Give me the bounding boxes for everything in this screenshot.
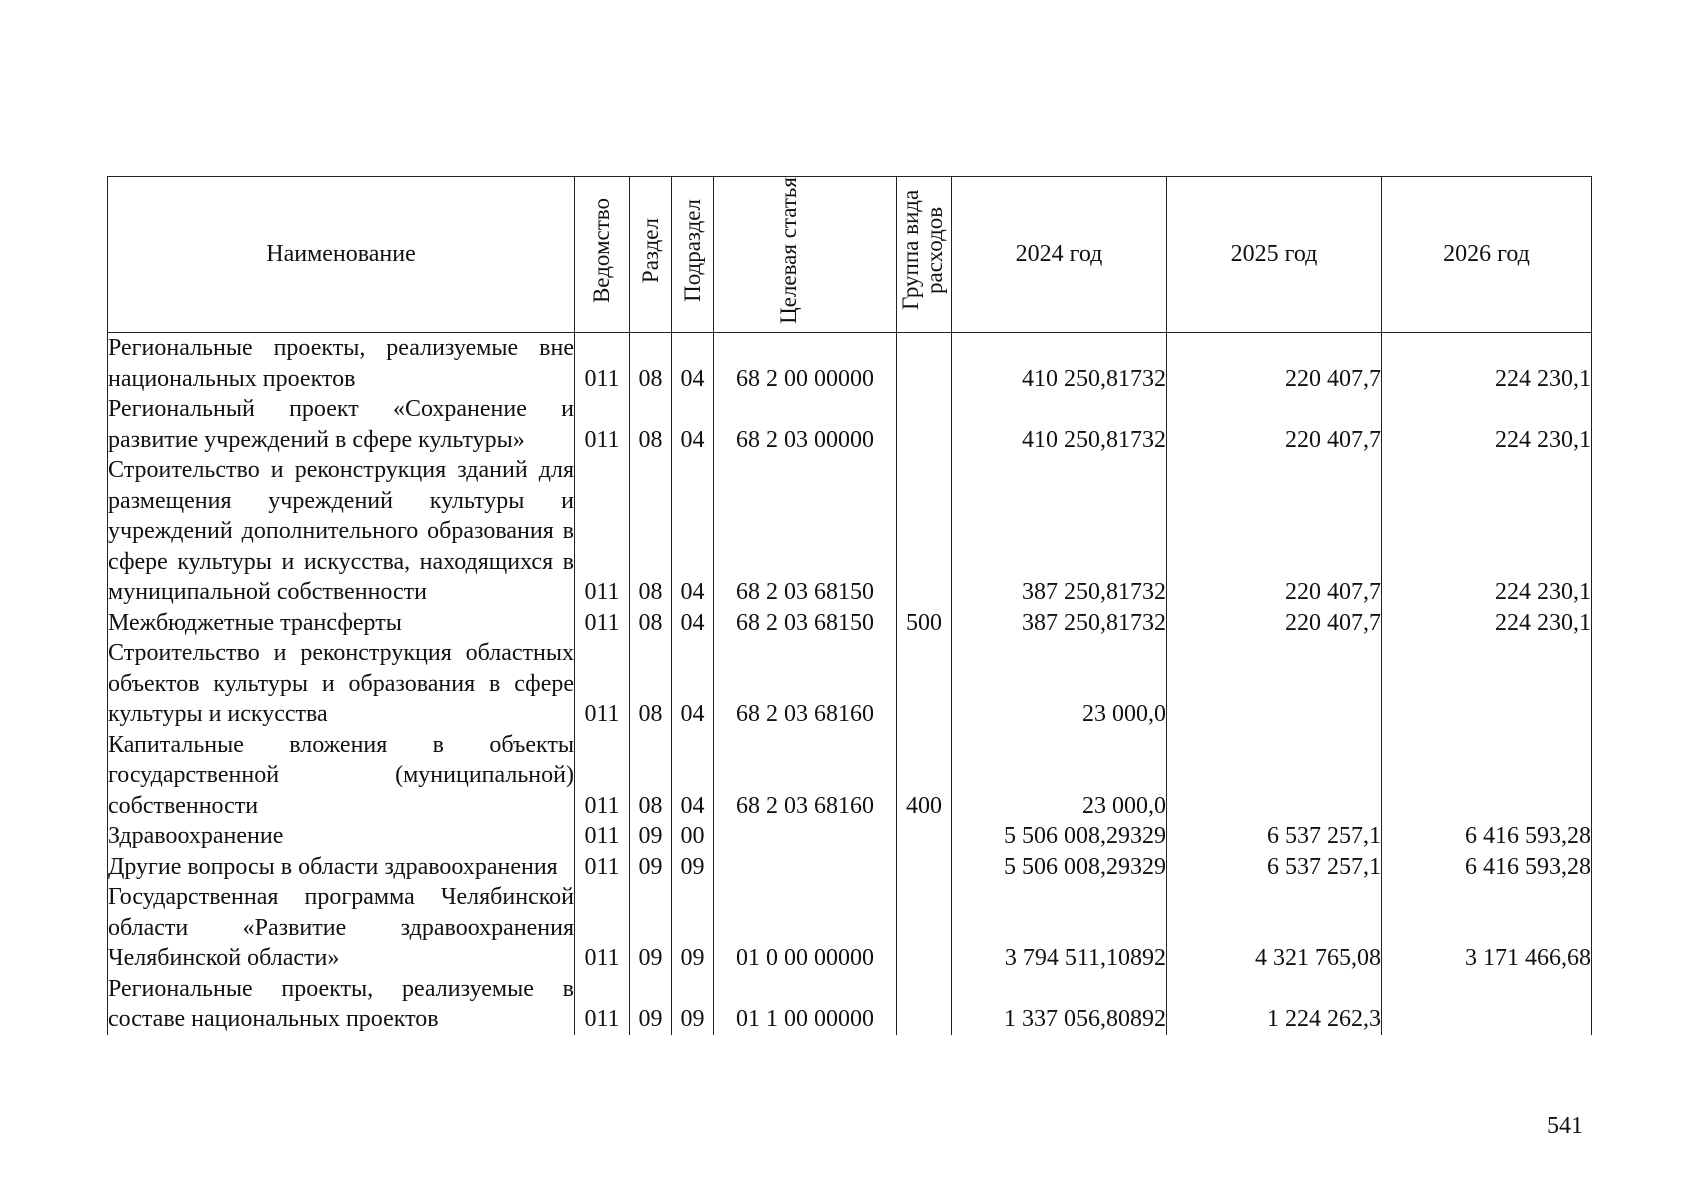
row-gruppa-vida-rashodov xyxy=(897,974,952,1035)
table-row xyxy=(108,608,1592,639)
row-gruppa-vida-rashodov xyxy=(897,821,952,852)
table-row xyxy=(108,333,1592,395)
header-2025: 2025 год xyxy=(1167,177,1382,333)
header-razdel: Раздел xyxy=(630,177,672,333)
row-2025: 6 537 257,1 xyxy=(1167,852,1382,883)
row-celevaya-statya: 68 2 03 00000 xyxy=(714,394,897,455)
row-2025: 220 407,7 xyxy=(1167,455,1382,608)
table-row xyxy=(108,638,1592,730)
row-gruppa-vida-rashodov xyxy=(897,333,952,395)
row-2025: 220 407,7 xyxy=(1167,394,1382,455)
row-2024: 23 000,0 xyxy=(952,730,1167,822)
row-2026: 224 230,1 xyxy=(1382,608,1592,639)
row-2026 xyxy=(1382,638,1592,730)
row-vedomstvo: 011 xyxy=(575,394,630,455)
row-podrazdel: 04 xyxy=(672,730,714,822)
row-2026: 224 230,1 xyxy=(1382,394,1592,455)
row-celevaya-statya: 68 2 03 68150 xyxy=(714,455,897,608)
row-podrazdel: 04 xyxy=(672,455,714,608)
row-name: Другие вопросы в области здравоохранения xyxy=(108,852,575,883)
row-celevaya-statya: 68 2 03 68160 xyxy=(714,730,897,822)
row-2025: 220 407,7 xyxy=(1167,608,1382,639)
row-podrazdel: 09 xyxy=(672,974,714,1035)
row-2025: 1 224 262,3 xyxy=(1167,974,1382,1035)
row-vedomstvo: 011 xyxy=(575,852,630,883)
row-gruppa-vida-rashodov xyxy=(897,852,952,883)
header-name: Наименование xyxy=(108,177,575,333)
row-2026: 3 171 466,68 xyxy=(1382,882,1592,974)
header-podrazdel: Подраздел xyxy=(672,177,714,333)
table-row xyxy=(108,730,1592,822)
row-2025: 4 321 765,08 xyxy=(1167,882,1382,974)
row-razdel: 08 xyxy=(630,333,672,395)
row-celevaya-statya: 68 2 03 68160 xyxy=(714,638,897,730)
row-podrazdel: 04 xyxy=(672,638,714,730)
row-razdel: 08 xyxy=(630,455,672,608)
table-header-row xyxy=(108,177,1592,333)
header-gruppa-vida-rashodov: Группа вида расходов xyxy=(897,177,952,333)
header-vedomstvo: Ведомство xyxy=(575,177,630,333)
row-vedomstvo: 011 xyxy=(575,333,630,395)
row-2025: 6 537 257,1 xyxy=(1167,821,1382,852)
row-2026: 224 230,1 xyxy=(1382,333,1592,395)
row-podrazdel: 04 xyxy=(672,333,714,395)
row-vedomstvo: 011 xyxy=(575,974,630,1035)
row-name: Строительство и реконструкция зданий для размещения учреждений культуры и учреждений дополнительного образования в сфере культуры и искусства, находящихся в муниципальной собственности xyxy=(108,455,575,608)
row-2026: 6 416 593,28 xyxy=(1382,852,1592,883)
row-2024: 410 250,81732 xyxy=(952,333,1167,395)
row-podrazdel: 04 xyxy=(672,394,714,455)
row-2026: 224 230,1 xyxy=(1382,455,1592,608)
row-name: Региональные проекты, реализуемые в составе национальных проектов xyxy=(108,974,575,1035)
row-name: Государственная программа Челябинской области «Развитие здравоохранения Челябинской области» xyxy=(108,882,575,974)
row-gruppa-vida-rashodov: 400 xyxy=(897,730,952,822)
row-vedomstvo: 011 xyxy=(575,821,630,852)
table-row xyxy=(108,455,1592,608)
row-celevaya-statya xyxy=(714,852,897,883)
row-2024: 387 250,81732 xyxy=(952,455,1167,608)
row-gruppa-vida-rashodov xyxy=(897,882,952,974)
row-podrazdel: 09 xyxy=(672,852,714,883)
row-celevaya-statya: 68 2 03 68150 xyxy=(714,608,897,639)
row-2024: 3 794 511,10892 xyxy=(952,882,1167,974)
row-vedomstvo: 011 xyxy=(575,730,630,822)
row-razdel: 08 xyxy=(630,394,672,455)
row-podrazdel: 04 xyxy=(672,608,714,639)
row-2025 xyxy=(1167,638,1382,730)
row-2024: 387 250,81732 xyxy=(952,608,1167,639)
budget-table xyxy=(107,176,1592,1035)
row-2025: 220 407,7 xyxy=(1167,333,1382,395)
header-2026: 2026 год xyxy=(1382,177,1592,333)
row-razdel: 09 xyxy=(630,974,672,1035)
row-podrazdel: 09 xyxy=(672,882,714,974)
row-razdel: 09 xyxy=(630,882,672,974)
row-name: Строительство и реконструкция областных объектов культуры и образования в сфере культуры и искусства xyxy=(108,638,575,730)
table-row xyxy=(108,852,1592,883)
table-row xyxy=(108,974,1592,1035)
row-gruppa-vida-rashodov xyxy=(897,455,952,608)
header-2024: 2024 год xyxy=(952,177,1167,333)
row-razdel: 09 xyxy=(630,852,672,883)
row-name: Капитальные вложения в объекты государственной (муниципальной) собственности xyxy=(108,730,575,822)
row-gruppa-vida-rashodov xyxy=(897,394,952,455)
row-name: Региональные проекты, реализуемые вне национальных проектов xyxy=(108,333,575,395)
row-name: Региональный проект «Сохранение и развитие учреждений в сфере культуры» xyxy=(108,394,575,455)
row-celevaya-statya: 68 2 00 00000 xyxy=(714,333,897,395)
row-2024: 410 250,81732 xyxy=(952,394,1167,455)
row-celevaya-statya: 01 0 00 00000 xyxy=(714,882,897,974)
table-row xyxy=(108,821,1592,852)
row-celevaya-statya xyxy=(714,821,897,852)
row-name: Здравоохранение xyxy=(108,821,575,852)
row-vedomstvo: 011 xyxy=(575,882,630,974)
row-2024: 1 337 056,80892 xyxy=(952,974,1167,1035)
row-podrazdel: 00 xyxy=(672,821,714,852)
row-vedomstvo: 011 xyxy=(575,608,630,639)
page-number: 541 xyxy=(1547,1113,1583,1139)
row-razdel: 08 xyxy=(630,730,672,822)
row-gruppa-vida-rashodov: 500 xyxy=(897,608,952,639)
row-gruppa-vida-rashodov xyxy=(897,638,952,730)
row-razdel: 09 xyxy=(630,821,672,852)
row-name: Межбюджетные трансферты xyxy=(108,608,575,639)
row-razdel: 08 xyxy=(630,638,672,730)
row-2026: 6 416 593,28 xyxy=(1382,821,1592,852)
row-celevaya-statya: 01 1 00 00000 xyxy=(714,974,897,1035)
row-2026 xyxy=(1382,974,1592,1035)
row-2024: 23 000,0 xyxy=(952,638,1167,730)
row-2024: 5 506 008,29329 xyxy=(952,821,1167,852)
row-vedomstvo: 011 xyxy=(575,455,630,608)
row-2026 xyxy=(1382,730,1592,822)
row-2025 xyxy=(1167,730,1382,822)
row-vedomstvo: 011 xyxy=(575,638,630,730)
table-row xyxy=(108,882,1592,974)
row-2024: 5 506 008,29329 xyxy=(952,852,1167,883)
row-razdel: 08 xyxy=(630,608,672,639)
header-celevaya-statya: Целевая статья xyxy=(714,177,897,333)
table-row xyxy=(108,394,1592,455)
